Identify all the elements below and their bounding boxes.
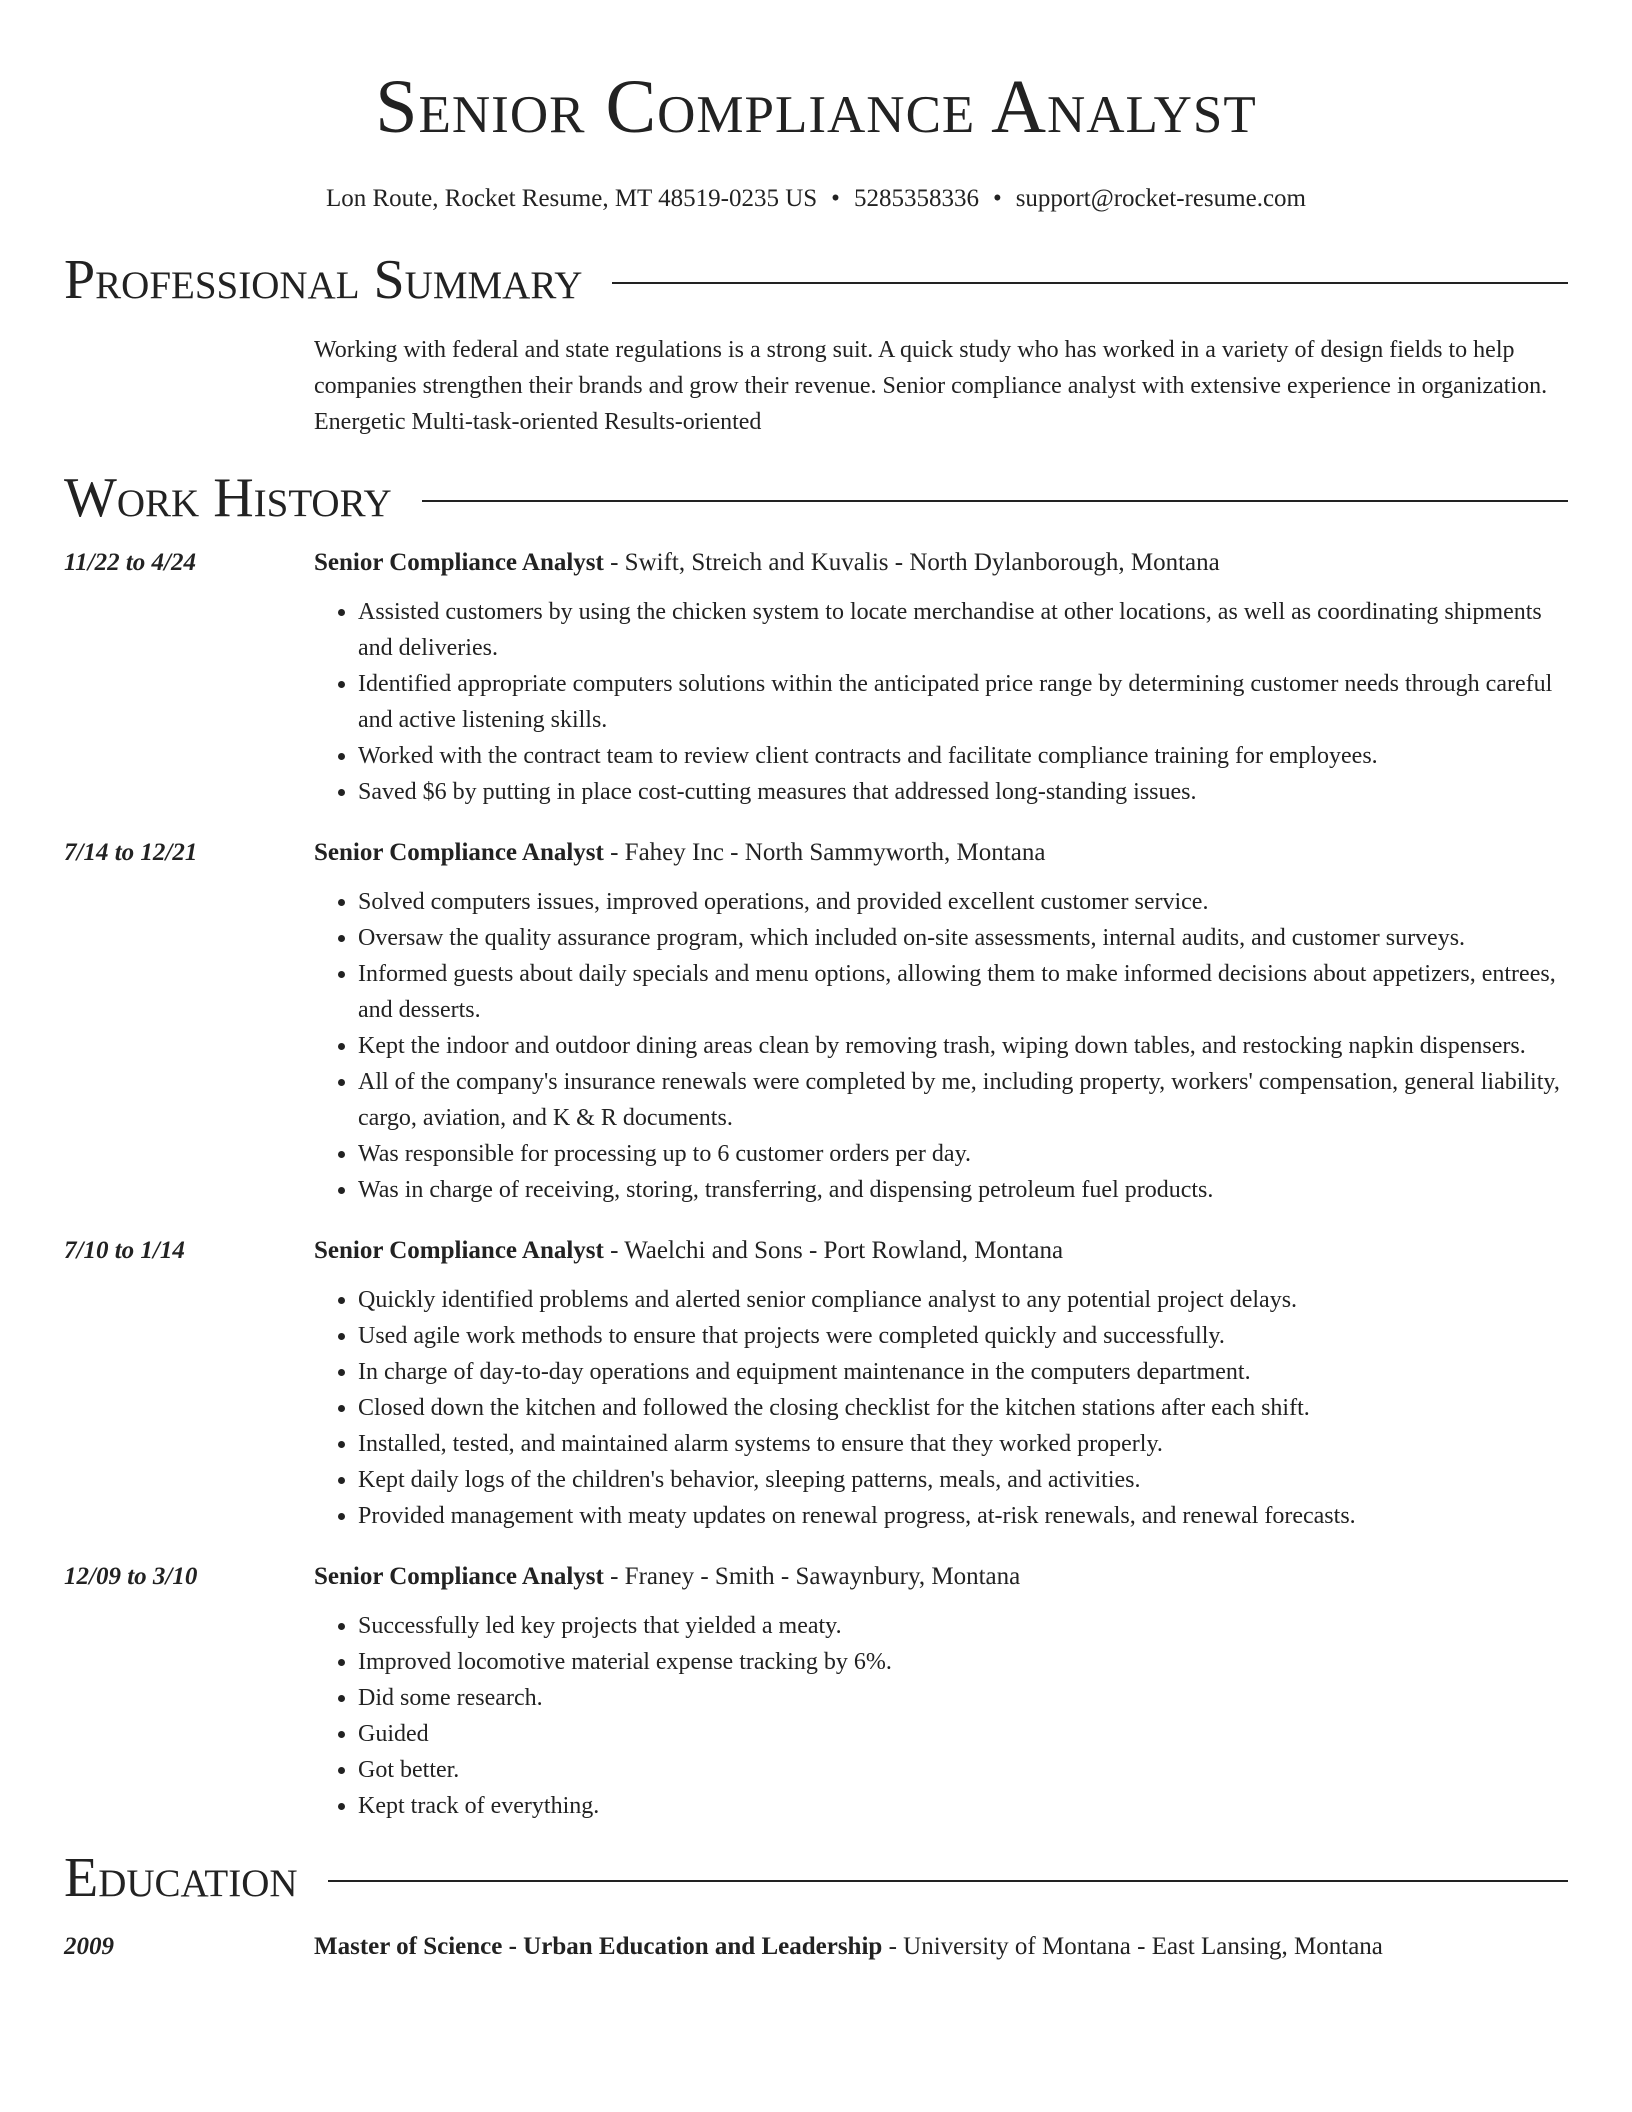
job-title-line — [314, 1232, 1568, 1270]
job-bullet: • Saved $6 by putting in place cost-cutting measures that addressed long-standing issues. — [358, 774, 1568, 810]
job-entry — [64, 834, 1568, 1208]
job-bullet: • Solved computers issues, improved operations, and provided excellent customer service. — [358, 884, 1568, 920]
job-title: Senior Compliance Analyst — [314, 1563, 604, 1590]
education-list — [64, 1928, 1568, 1966]
job-bullet: • Provided management with meaty updates on renewal progress, at-risk renewals, and renewal forecasts. — [358, 1498, 1568, 1534]
education-year: 2009 — [64, 1933, 114, 1960]
job-dates: 7/10 to 1/14 — [64, 1237, 185, 1264]
job-bullet: • Was responsible for processing up to 6 customer orders per day. — [358, 1136, 1568, 1172]
job-bullet: • Informed guests about daily specials and menu options, allowing them to make informed decisions about appetizers, entrees, and desserts. — [358, 956, 1568, 1028]
job-bullet: • Used agile work methods to ensure that projects were completed quickly and successfully. — [358, 1318, 1568, 1354]
job-employer-location: - Waelchi and Sons - Port Rowland, Montana — [603, 1237, 1064, 1264]
job-title: Senior Compliance Analyst — [314, 549, 604, 576]
contact-address: Lon Route, Rocket Resume, MT 48519-0235 US — [325, 185, 818, 212]
section-divider — [612, 282, 1568, 284]
job-title: Senior Compliance Analyst — [314, 1237, 604, 1264]
job-bullet: • Kept daily logs of the children's behavior, sleeping patterns, meals, and activities. — [358, 1462, 1568, 1498]
section-title-summary: Professional Summary — [64, 249, 583, 311]
job-bullet: • Improved locomotive material expense tracking by 6%. — [358, 1644, 1568, 1680]
job-bullet: • Guided — [358, 1716, 1568, 1752]
job-bullet: • Closed down the kitchen and followed the closing checklist for the kitchen stations after each shift. — [358, 1390, 1568, 1426]
education-school-location: - University of Montana - East Lansing, Montana — [882, 1933, 1383, 1960]
job-bullet: • Worked with the contract team to review client contracts and facilitate compliance training for employees. — [358, 738, 1568, 774]
job-dates: 11/22 to 4/24 — [64, 549, 196, 576]
contact-phone: 5285358336 — [853, 185, 979, 212]
job-employer-location: - Franey - Smith - Sawaynbury, Montana — [603, 1563, 1021, 1590]
contact-separator: • — [831, 185, 840, 212]
section-divider — [328, 1880, 1568, 1882]
job-title-line — [314, 544, 1568, 582]
job-dates: 12/09 to 3/10 — [64, 1563, 198, 1590]
job-bullet: • Assisted customers by using the chicken system to locate merchandise at other locations, as well as coordinating shipments and deliveries. — [358, 594, 1568, 666]
job-entry — [64, 1558, 1568, 1824]
section-header-work-history — [64, 466, 1568, 530]
job-bullet-list — [314, 884, 1568, 1208]
contact-separator: • — [992, 185, 1002, 212]
section-divider — [422, 500, 1568, 502]
job-bullet: • Successfully led key projects that yielded a meaty. — [358, 1608, 1568, 1644]
contact-line — [64, 184, 1568, 214]
job-body — [314, 1558, 1568, 1824]
job-bullet: • Got better. — [358, 1752, 1568, 1788]
job-bullet: • Identified appropriate computers solutions within the anticipated price range by determining customer needs through careful and active listening skills. — [358, 666, 1568, 738]
job-bullet-list — [314, 1282, 1568, 1534]
job-title-line — [314, 834, 1568, 872]
job-bullet: • Oversaw the quality assurance program, which included on-site assessments, internal audits, and customer surveys. — [358, 920, 1568, 956]
job-bullet: • Quickly identified problems and alerted senior compliance analyst to any potential project delays. — [358, 1282, 1568, 1318]
job-entry — [64, 544, 1568, 810]
job-bullet: • Kept track of everything. — [358, 1788, 1568, 1824]
job-bullet: • All of the company's insurance renewals were completed by me, including property, workers' compensation, general liability, cargo, aviation, and K & R documents. — [358, 1064, 1568, 1136]
job-body — [314, 1232, 1568, 1534]
job-bullet-list — [314, 1608, 1568, 1824]
resume-page — [64, 0, 1568, 1966]
job-employer-location: - Fahey Inc - North Sammyworth, Montana — [603, 839, 1046, 866]
education-degree: Master of Science - Urban Education and Leadership — [314, 1933, 883, 1960]
contact-email[interactable]: support@rocket-resume.com — [1015, 185, 1306, 212]
section-header-education — [64, 1846, 1568, 1910]
job-bullet: • Did some research. — [358, 1680, 1568, 1716]
job-entry — [64, 1232, 1568, 1534]
education-body — [314, 1928, 1383, 1966]
resume-name: Senior Compliance Analyst — [375, 65, 1257, 149]
job-bullet: • In charge of day-to-day operations and equipment maintenance in the computers department. — [358, 1354, 1568, 1390]
job-body — [314, 834, 1568, 1208]
job-bullet: • Kept the indoor and outdoor dining areas clean by removing trash, wiping down tables, and restocking napkin dispensers. — [358, 1028, 1568, 1064]
work-history-list — [64, 544, 1568, 1824]
job-title-line — [314, 1558, 1568, 1596]
job-title: Senior Compliance Analyst — [314, 839, 604, 866]
job-body — [314, 544, 1568, 810]
section-title-work-history: Work History — [64, 467, 392, 529]
summary-text: Working with federal and state regulations is a strong suit. A quick study who has worked in a variety of design fields to help companies strengthen their brands and grow their revenue. Senior compliance analyst with extensive experience in organization. Energetic Multi-task-oriented Results-oriented — [314, 337, 1548, 435]
job-bullet: • Was in charge of receiving, storing, transferring, and dispensing petroleum fuel products. — [358, 1172, 1568, 1208]
job-dates: 7/14 to 12/21 — [64, 839, 198, 866]
education-entry — [64, 1928, 1568, 1966]
job-bullet: • Installed, tested, and maintained alarm systems to ensure that they worked properly. — [358, 1426, 1568, 1462]
section-title-education: Education — [64, 1847, 298, 1909]
section-header-summary — [64, 248, 1568, 312]
job-employer-location: - Swift, Streich and Kuvalis - North Dylanborough, Montana — [603, 549, 1220, 576]
job-bullet-list — [314, 594, 1568, 810]
